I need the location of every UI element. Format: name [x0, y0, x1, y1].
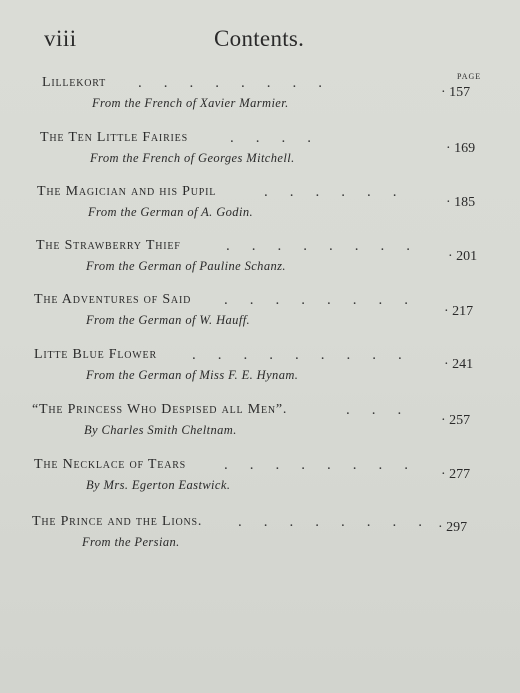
- toc-entry-source: By Mrs. Egerton Eastwick.: [86, 478, 231, 492]
- toc-entry-page: · 169: [446, 141, 475, 157]
- toc-entry-title: Litte Blue Flower: [34, 347, 157, 362]
- toc-entry-title: The Necklace of Tears: [34, 457, 187, 472]
- toc-entry-source: From the German of Miss F. E. Hynam.: [86, 368, 299, 382]
- toc-entry-page: · 257: [441, 413, 470, 429]
- toc-entry-page: · 201: [448, 249, 477, 265]
- toc-entry-source: From the French of Xavier Marmier.: [92, 96, 289, 110]
- leader-dots: ......: [264, 184, 419, 200]
- leader-dots: ........: [226, 238, 432, 254]
- page-column-label: PAGE: [457, 72, 482, 81]
- toc-entry-source: From the German of A. Godin.: [88, 205, 254, 219]
- toc-entry: [0, 402, 520, 452]
- toc-entry-source: From the Persian.: [82, 535, 180, 549]
- toc-entry-page: · 297: [438, 520, 467, 536]
- leader-dots: ........: [224, 457, 430, 473]
- toc-entry: [0, 238, 520, 288]
- page-number: viii: [44, 26, 77, 51]
- toc-entry-title: The Prince and the Lions.: [32, 514, 203, 529]
- toc-entry-title: The Adventures of Said: [34, 292, 192, 307]
- toc-entry: [0, 347, 520, 397]
- toc-entry-source: From the German of W. Hauff.: [86, 313, 251, 327]
- toc-entry-page: · 277: [441, 467, 470, 483]
- leader-dots: ....: [230, 130, 333, 146]
- toc-entry: [0, 130, 520, 180]
- toc-entry-source: From the French of Georges Mitchell.: [90, 151, 295, 165]
- leader-dots: ........: [224, 292, 430, 308]
- toc-entry-page: · 157: [441, 85, 470, 101]
- toc-entry-title: “The Princess Who Despised all Men”.: [32, 402, 288, 417]
- toc-entry: [0, 184, 520, 234]
- toc-entry: [0, 457, 520, 507]
- toc-entry-title: The Strawberry Thief: [36, 238, 181, 253]
- toc-entry-page: · 241: [444, 357, 473, 373]
- toc-entry-page: · 217: [444, 304, 473, 320]
- toc-entry-title: The Ten Little Fairies: [40, 130, 188, 145]
- page-title: Contents.: [214, 26, 305, 51]
- leader-dots: ...: [346, 402, 424, 418]
- toc-entry: [0, 292, 520, 342]
- leader-dots: .........: [192, 347, 424, 363]
- toc-entry-title: Lillekort: [42, 75, 107, 90]
- leader-dots: ........: [238, 514, 444, 530]
- leader-dots: ........: [138, 75, 344, 91]
- toc-entry: [0, 514, 520, 564]
- toc-entry-source: By Charles Smith Cheltnam.: [84, 423, 237, 437]
- toc-entry: [0, 75, 520, 125]
- toc-entry-page: · 185: [446, 195, 475, 211]
- toc-entry-source: From the German of Pauline Schanz.: [86, 259, 286, 273]
- toc-entry-title: The Magician and his Pupil: [37, 184, 217, 199]
